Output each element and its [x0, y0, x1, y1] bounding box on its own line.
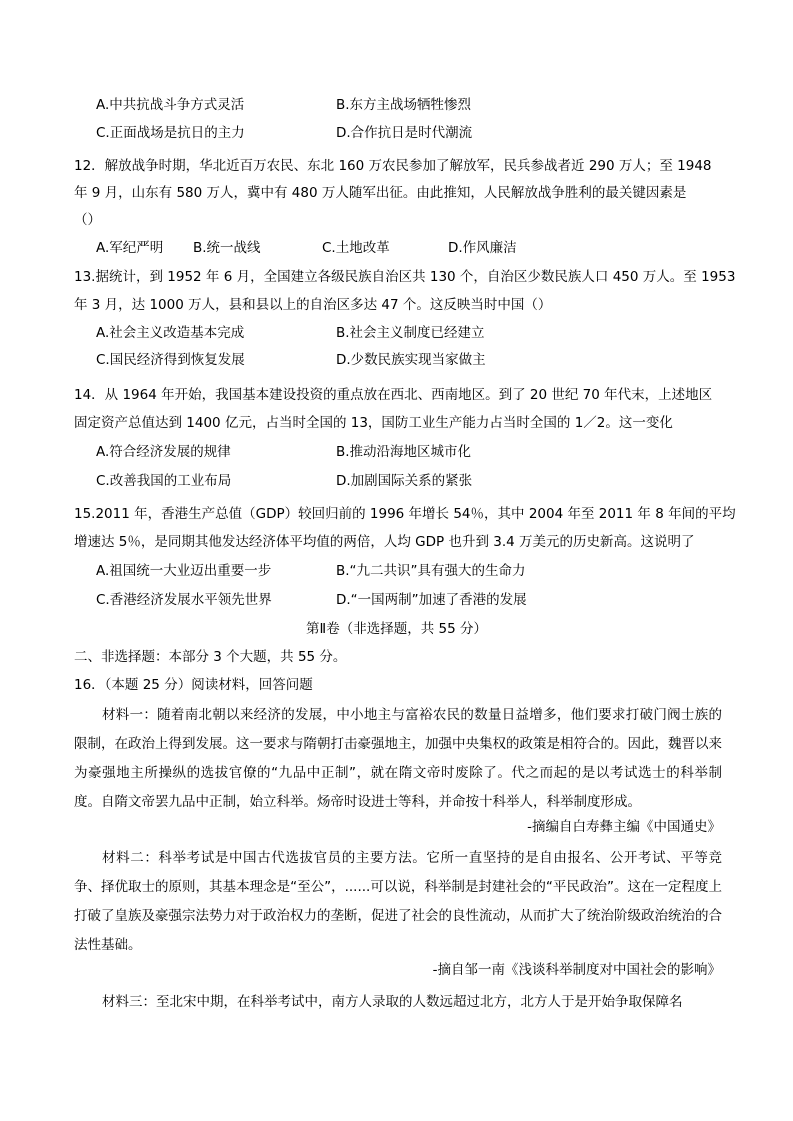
q13-option-c: C.国民经济得到恢复发展	[96, 352, 245, 368]
q12-option-c: C.土地改革	[322, 240, 390, 256]
q16-material-1-source: -摘编自白寿彝主编《中国通史》	[527, 819, 721, 835]
q16-material-2-text: 材料二：科举考试是中国古代选拔官员的主要方法。它所一直坚持的是自由报名、公开考试、平等竞争、择优取士的原则，其基本理念是“至公”，......可以说，科举制是封建社会的“平民政治”。这在一定程度上打破了皇族及豪强宗法势力对于政治权力的垄断，促进了社会的良性流动，从而扩大了统治阶级政治统治的合法性基础。	[74, 850, 722, 953]
q15-option-a: A.祖国统一大业迈出重要一步	[96, 563, 272, 579]
q14-option-a: A.符合经济发展的规律	[96, 444, 231, 460]
q16-material-1-text: 材料一：随着南北朝以来经济的发展，中小地主与富裕农民的数量日益增多，他们要求打破门阀士族的限制，在政治上得到发展。这一要求与隋朝打击豪强地主，加强中央集权的政策是相符合的。因此，魏晋以来为豪强地主所操纵的选拔官僚的“九品中正制”，就在隋文帝时废除了。代之而起的是以考试选士的科举制度。自隋文帝罢九品中正制，始立科举。炀帝时设进士等科，并命按十科举人，科举制度形成。	[74, 707, 722, 810]
q15-option-b: B.“九二共识”具有强大的生命力	[336, 563, 526, 579]
q14-stem-line1: 14．从 1964 年开始，我国基本建设投资的重点放在西北、西南地区。到了 20 世纪 70 年代末，上述地区	[74, 387, 713, 403]
q12-stem-line1: 12．解放战争时期，华北近百万农民、东北 160 万农民参加了解放军，民兵参战者近 290 万人；至 1948	[74, 158, 712, 174]
q15-option-c: C.香港经济发展水平领先世界	[96, 592, 272, 608]
q16-material-3-text: 材料三：至北宋中期，在科举考试中，南方人录取的人数远超过北方，北方人于是开始争取保障名	[102, 994, 683, 1010]
q11-option-d: D.合作抗日是时代潮流	[336, 125, 473, 141]
q12-option-b: B.统一战线	[193, 240, 261, 256]
q11-option-a: A.中共抗战斗争方式灵活	[96, 97, 245, 113]
section-2-instructions: 二、非选择题：本部分 3 个大题，共 55 分。	[74, 649, 347, 665]
section-2-title: 第Ⅱ卷（非选择题，共 55 分）	[306, 621, 487, 637]
q16-material-2	[74, 844, 722, 960]
q13-option-d: D.少数民族实现当家做主	[336, 352, 486, 368]
q13-stem-line2: 年 3 月，达 1000 万人，县和县以上的自治区多达 47 个。这反映当时中国（）	[74, 297, 552, 313]
q12-option-d: D.作风廉洁	[448, 240, 517, 256]
q14-stem-line2: 固定资产总值达到 1400 亿元，占当时全国的 13，国防工业生产能力占当时全国的 1／2。这一变化	[74, 415, 673, 431]
q12-option-a: A.军纪严明	[96, 240, 164, 256]
q15-option-d: D.“一国两制”加速了香港的发展	[336, 592, 527, 608]
q16-material-2-source: -摘自邹一南《浅谈科举制度对中国社会的影响》	[432, 962, 721, 978]
q14-option-c: C.改善我国的工业布局	[96, 473, 232, 489]
q15-stem-line1: 15.2011 年，香港生产总值（GDP）较回归前的 1996 年增长 54％，其中 2004 年至 2011 年 8 年间的平均	[74, 506, 736, 522]
q16-heading: 16．（本题 25 分）阅读材料，回答问题	[74, 677, 313, 693]
q13-option-b: B.社会主义制度已经建立	[336, 325, 485, 341]
q12-stem-line2: 年 9 月，山东有 580 万人，冀中有 480 万人随军出征。由此推知，人民解放战争胜利的最关键因素是	[74, 185, 687, 201]
q13-option-a: A.社会主义改造基本完成	[96, 325, 245, 341]
q12-stem-line3: （）	[74, 212, 101, 228]
q11-option-c: C.正面战场是抗日的主力	[96, 125, 245, 141]
q14-option-b: B.推动沿海地区城市化	[336, 444, 472, 460]
q13-stem-line1: 13.据统计，到 1952 年 6 月，全国建立各级民族自治区共 130 个，自治区少数民族人口 450 万人。至 1953	[74, 269, 736, 285]
q16-material-1	[74, 701, 722, 817]
q14-option-d: D.加剧国际关系的紧张	[336, 473, 473, 489]
q11-option-b: B.东方主战场牺牲惨烈	[336, 97, 472, 113]
q15-stem-line2: 增速达 5％，是同期其他发达经济体平均值的两倍，人均 GDP 也升到 3.4 万美元的历史新高。这说明了	[74, 534, 695, 550]
